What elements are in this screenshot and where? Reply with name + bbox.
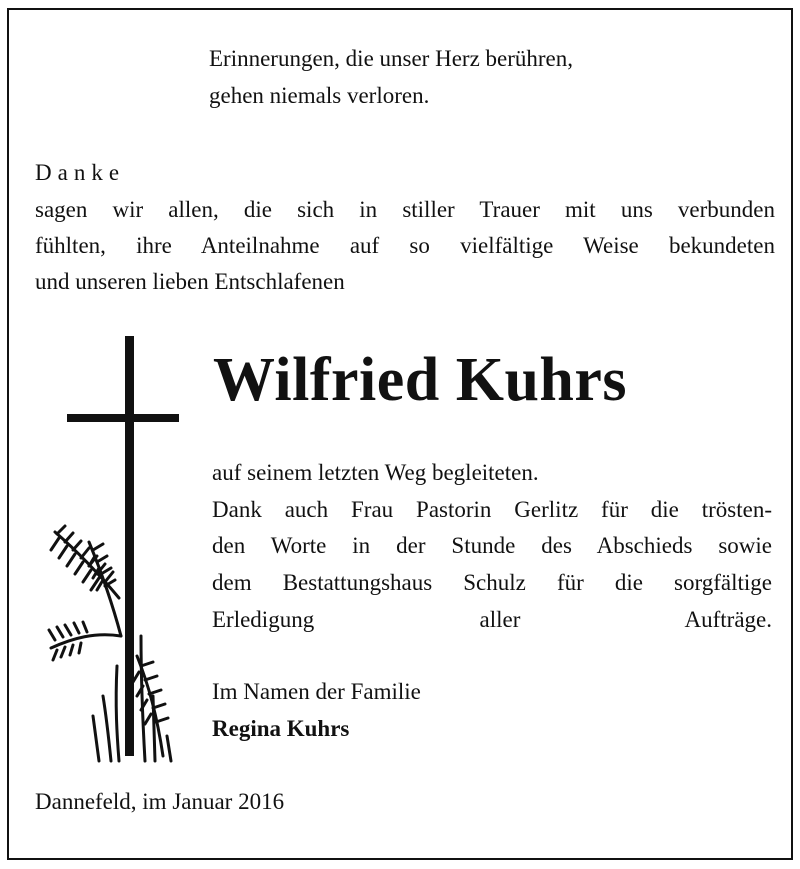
motto-line-2: gehen niemals verloren. — [209, 83, 430, 108]
thanks-line-1: sagen wir allen, die sich in stiller Trauer mit uns verbunden — [35, 197, 775, 222]
cross-with-grain-icon — [37, 336, 187, 766]
motto-line-1: Erinnerungen, die unser Herz berühren, — [209, 46, 574, 71]
body-line-5: Erledigung aller Aufträge. — [212, 607, 772, 632]
body-line-2: Dank auch Frau Pastorin Gerlitz für die trösten- — [212, 497, 772, 522]
place-date: Dannefeld, im Januar 2016 — [35, 789, 285, 814]
obituary-card — [7, 8, 793, 860]
signature-intro: Im Namen der Familie — [212, 679, 421, 704]
body-line-4: dem Bestattungshaus Schulz für die sorgfältige — [212, 570, 772, 595]
signature-name: Regina Kuhrs — [212, 716, 350, 741]
thanks-line-3: und unseren lieben Entschlafenen — [35, 269, 345, 294]
thanks-line-2: fühlten, ihre Anteilnahme auf so vielfältige Weise bekundeten — [35, 233, 775, 258]
thanks-heading: Danke — [35, 160, 126, 185]
body-line-3: den Worte in der Stunde des Abschieds sowie — [212, 533, 772, 558]
body-line-1: auf seinem letzten Weg begleiteten. — [212, 460, 539, 485]
deceased-name: Wilfried Kuhrs — [213, 346, 628, 414]
